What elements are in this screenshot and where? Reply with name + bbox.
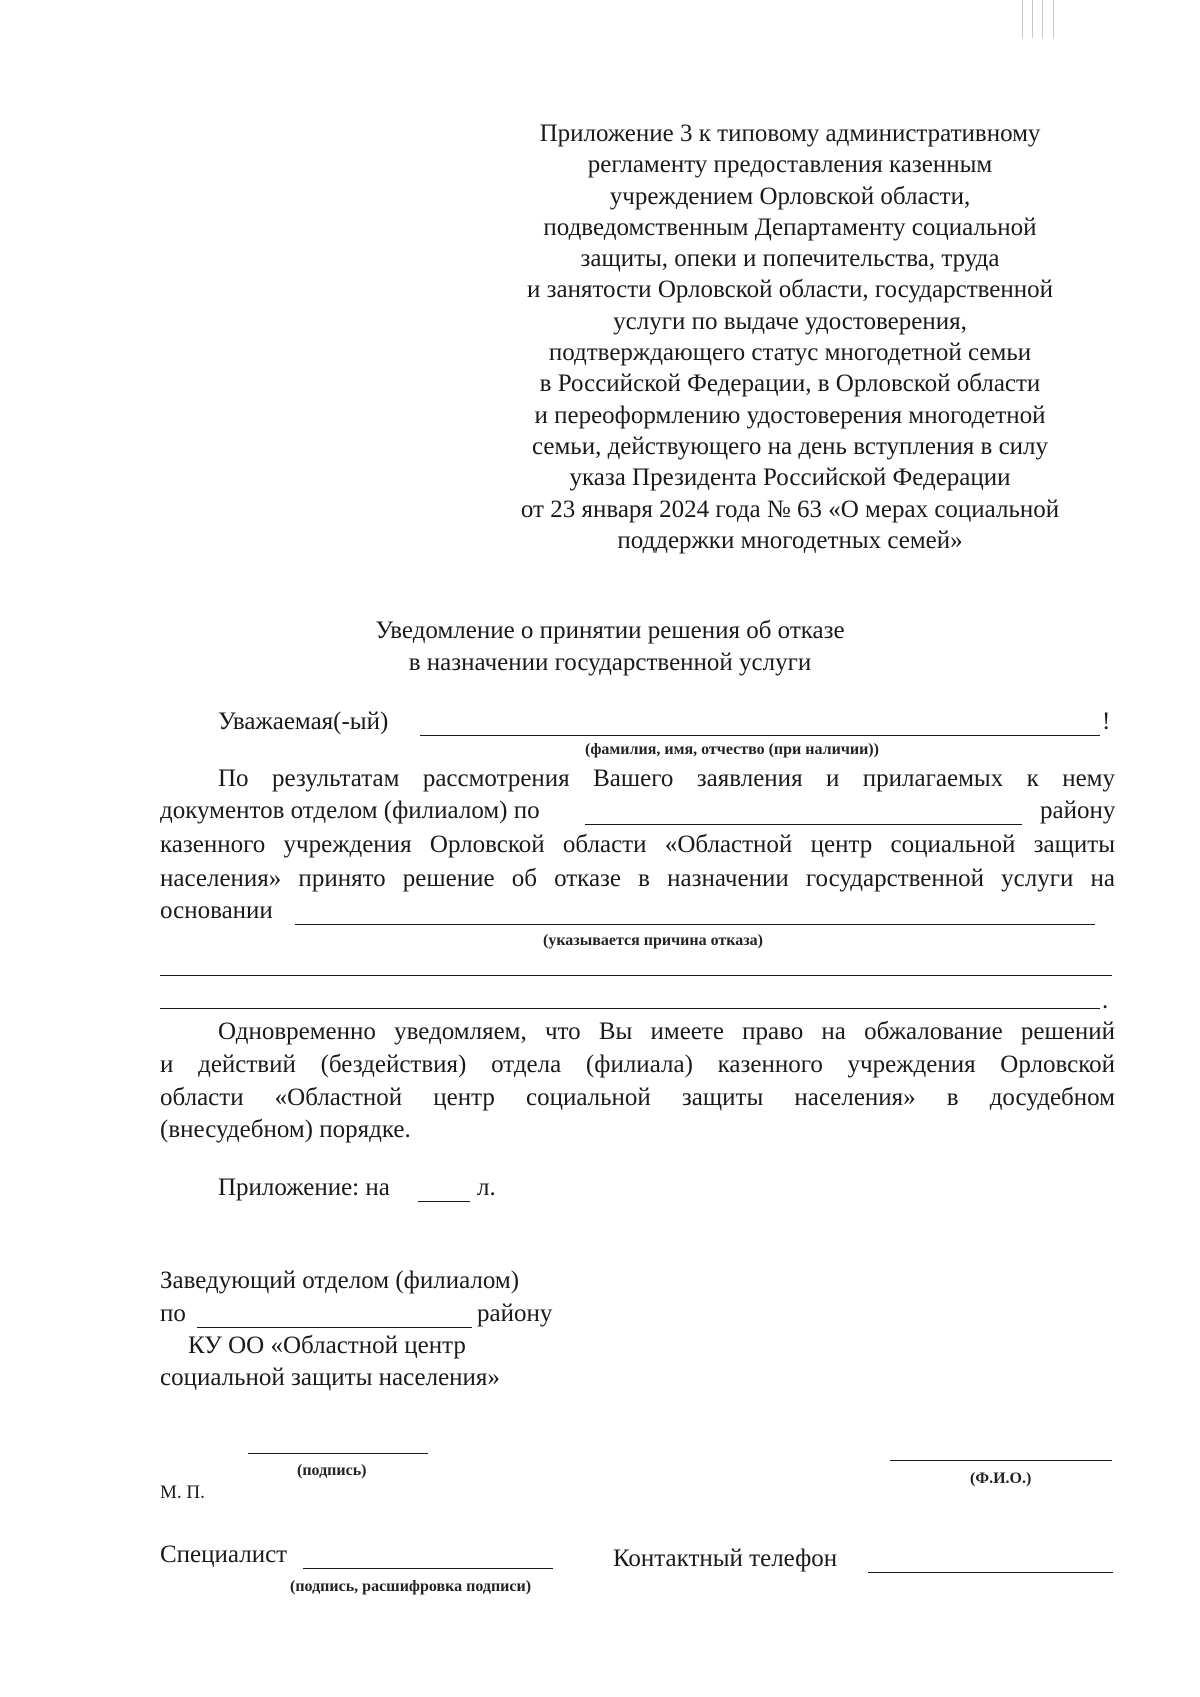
- recipient-name-line: [420, 735, 1100, 736]
- head-line-3: КУ ОО «Областной центр: [188, 1332, 466, 1359]
- appendix-line: и переоформлению удостоверения многодетной: [534, 401, 1046, 429]
- phone-label: Контактный телефон: [613, 1545, 838, 1572]
- scan-mark: [1053, 0, 1054, 38]
- body-line-4: населения» принято решение об отказе в назначении государственной услуги на: [160, 865, 1115, 892]
- appendix-line: семьи, действующего на день вступления в силу: [531, 432, 1049, 460]
- notice-line-3: области «Областной центр социальной защиты населения» в досудебном: [160, 1084, 1115, 1111]
- phone-line: [868, 1572, 1113, 1573]
- reason-end-dot: .: [1102, 987, 1109, 1014]
- appendix-line: защиты, опеки и попечительства, труда: [580, 245, 1000, 273]
- salutation-label: Уважаемая(-ый): [218, 708, 389, 735]
- appendix-header: [470, 118, 1110, 556]
- notice-line-2: и действий (бездействия) отдела (филиала) казенного учреждения Орловской: [160, 1051, 1115, 1078]
- specialist-hint: (подпись, расшифровка подписи): [290, 1578, 532, 1595]
- reason-line-1: [295, 924, 1095, 925]
- stamp-place: М. П.: [160, 1482, 205, 1503]
- reason-line-3: [160, 1008, 1100, 1009]
- title-line-2: в назначении государственной услуги: [408, 649, 812, 676]
- fio-hint: (Ф.И.О.): [970, 1470, 1032, 1487]
- appendix-line: Приложение 3 к типовому административному: [539, 120, 1041, 147]
- head-line-1: Заведующий отделом (филиалом): [160, 1267, 520, 1294]
- appendix-line: в Российской Федерации, в Орловской области: [539, 370, 1041, 398]
- document-title: [330, 615, 890, 679]
- reason-hint: (указывается причина отказа): [543, 932, 763, 949]
- appendix-line: поддержки многодетных семей»: [617, 526, 963, 554]
- body-line-5: основании: [160, 897, 273, 924]
- appendix-line: подведомственным Департаменту социальной: [543, 213, 1037, 241]
- scan-mark: [1022, 0, 1023, 38]
- fio-line: [890, 1460, 1112, 1461]
- district-line: [585, 824, 1022, 825]
- body-line-3: казенного учреждения Орловской области «Областной центр социальной защиты: [160, 831, 1115, 858]
- specialist-label: Специалист: [160, 1541, 288, 1568]
- head-line-2-start: по: [160, 1300, 186, 1327]
- recipient-name-hint: (фамилия, имя, отчество (при наличии)): [585, 741, 879, 758]
- scan-mark: [1032, 0, 1033, 38]
- head-district-line: [197, 1327, 472, 1328]
- notice-line-4: (внесудебном) порядке.: [160, 1116, 411, 1143]
- appendix-line: и занятости Орловской области, государственной: [526, 276, 1054, 304]
- head-line-4: социальной защиты населения»: [160, 1364, 500, 1391]
- attachment-unit: л.: [477, 1174, 496, 1201]
- body-line-2-start: документов отделом (филиалом) по: [160, 797, 540, 824]
- scan-mark: [1042, 0, 1043, 38]
- appendix-line: от 23 января 2024 года № 63 «О мерах социальной: [520, 495, 1060, 523]
- attachment-pages-line: [418, 1201, 470, 1202]
- appendix-line: указа Президента Российской Федерации: [569, 464, 1011, 492]
- appendix-line: учреждением Орловской области,: [609, 182, 971, 210]
- body-line-2-end: району: [1040, 797, 1116, 824]
- specialist-signature-line: [303, 1568, 553, 1569]
- head-line-2-end: району: [477, 1300, 553, 1327]
- signature-hint: (подпись): [297, 1462, 367, 1479]
- attachment-label: Приложение: на: [218, 1174, 390, 1201]
- title-line-1: Уведомление о принятии решения об отказе: [375, 617, 845, 644]
- appendix-line: регламенту предоставления казенным: [587, 151, 993, 179]
- body-line-1: По результатам рассмотрения Вашего заявления и прилагаемых к нему: [218, 765, 1115, 792]
- salutation-exclamation: !: [1102, 708, 1111, 735]
- notice-line-1: Одновременно уведомляем, что Вы имеете право на обжалование решений: [218, 1018, 1115, 1045]
- appendix-line: услуги по выдаче удостоверения,: [613, 307, 967, 335]
- appendix-line: подтверждающего статус многодетной семьи: [548, 339, 1032, 367]
- signature-line: [248, 1453, 428, 1454]
- reason-line-2: [160, 975, 1112, 976]
